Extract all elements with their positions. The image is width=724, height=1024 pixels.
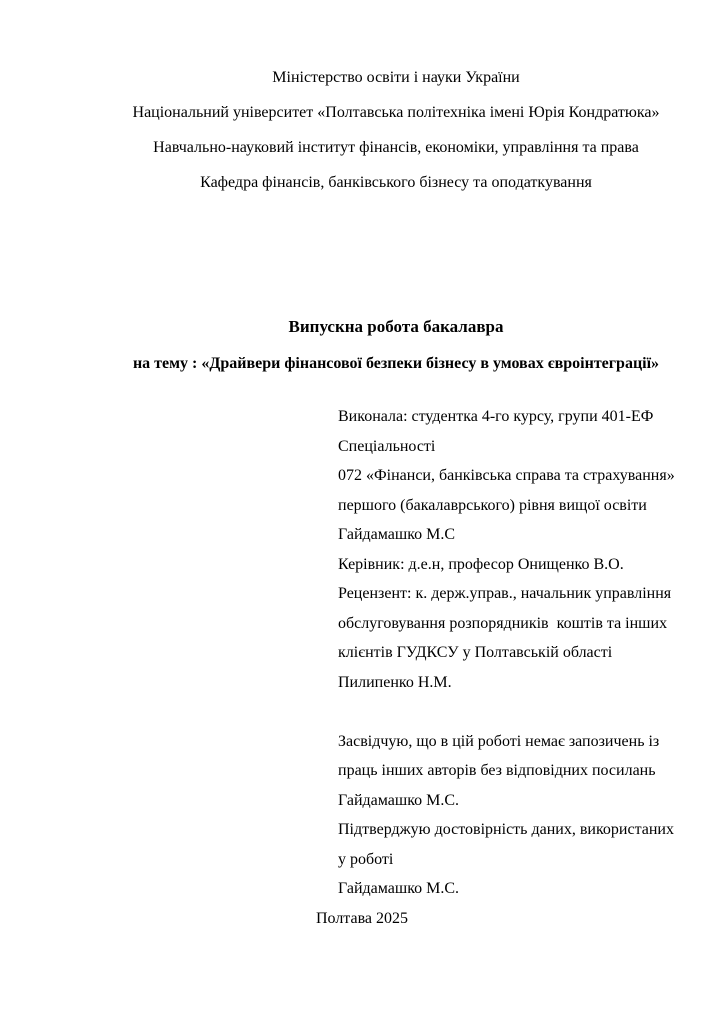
- department-line: Кафедра фінансів, банківського бізнесу та оподаткування: [200, 174, 592, 191]
- declaration-line: Засвідчую, що в цій роботі немає запозичень із: [338, 732, 660, 750]
- attribution-line: Керівник: д.е.н, професор Онищенко В.О.: [338, 555, 624, 573]
- attribution-line: Виконала: студентка 4-го курсу, групи 401-ЕФ: [338, 408, 654, 425]
- attribution-line: Гайдамашко М.С: [338, 526, 456, 543]
- thesis-title: Випускна робота бакалавра: [288, 317, 504, 336]
- attribution-line: обслуговування розпорядників коштів та інших: [338, 614, 668, 632]
- attribution-line: клієнтів ГУДКСУ у Полтавській області: [338, 644, 613, 661]
- ministry-line: Міністерство освіти і науки України: [272, 69, 520, 86]
- blank-line: [338, 697, 724, 727]
- city-year-line: Полтава 2025: [315, 909, 409, 927]
- declaration-line: Підтверджую достовірність даних, використаних: [338, 821, 674, 838]
- attribution-line: Рецензент: к. держ.управ., начальник управління: [338, 585, 672, 602]
- document-header: [108, 0, 684, 200]
- attribution-line: першого (бакалаврського) рівня вищої освіти: [338, 496, 647, 514]
- declaration-line: Гайдамашко М.С.: [338, 880, 460, 897]
- attribution-line: Спеціальності: [338, 437, 436, 455]
- declaration-line: Гайдамашко М.С.: [338, 791, 460, 809]
- institute-line: Навчально-науковий інститут фінансів, економіки, управління та права: [153, 139, 639, 156]
- declaration-line: у роботі: [338, 850, 394, 868]
- attribution-line: 072 «Фінанси, банківська справа та страхування»: [338, 467, 675, 484]
- attribution-block: [338, 402, 724, 904]
- university-line: Національний університет «Полтавська політехніка імені Юрія Кондратюка»: [132, 104, 660, 121]
- title-block: [108, 308, 684, 382]
- attribution-line: Пилипенко Н.М.: [338, 673, 452, 691]
- thesis-topic: на тему : «Драйвери фінансової безпеки бізнесу в умовах євроінтеграції»: [132, 355, 660, 372]
- declaration-line: праць інших авторів без відповідних посилань: [338, 762, 656, 779]
